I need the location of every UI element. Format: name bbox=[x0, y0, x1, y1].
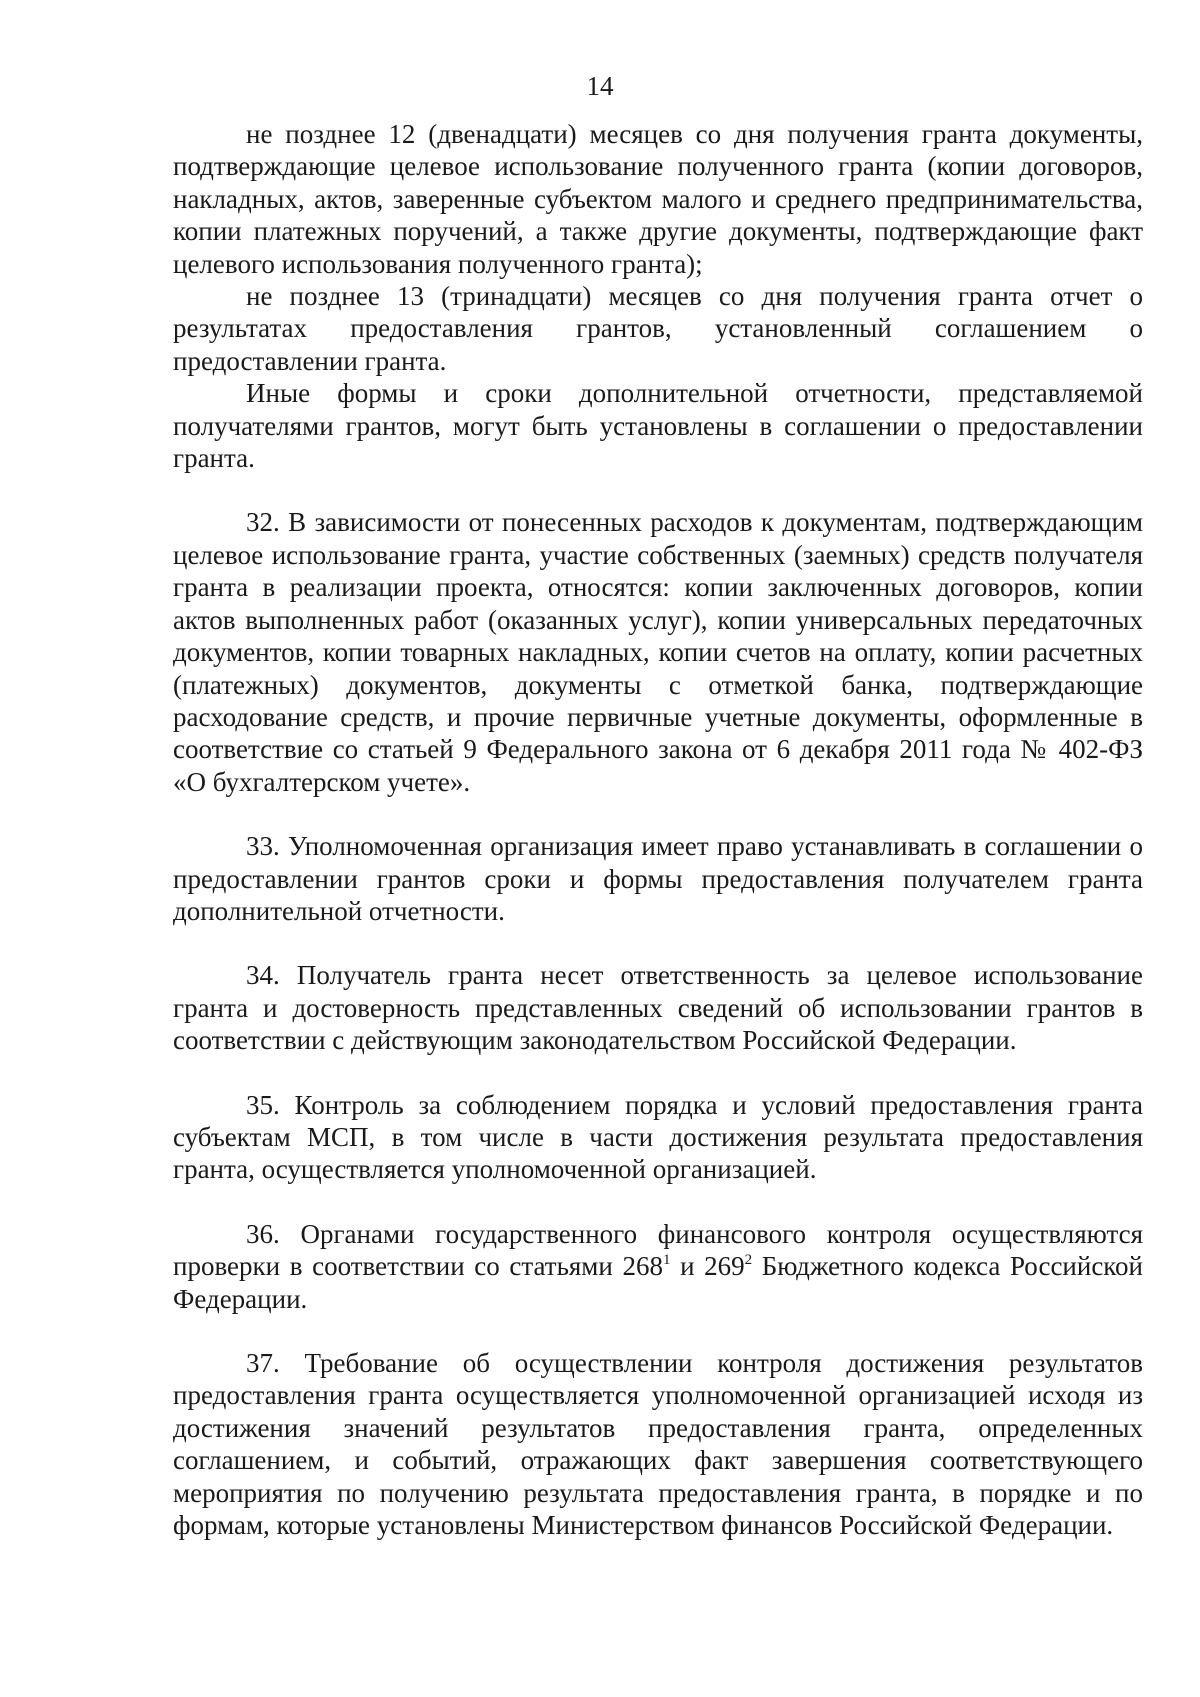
clause-36-superscript-2: 2 bbox=[744, 1252, 753, 1269]
clause-36-part-3: Бюджетного кодекса Российской Федерации. bbox=[173, 1251, 1144, 1314]
paragraph-report-deadline-12: не позднее 12 (двенадцати) месяцев со дня получения гранта документы, подтверждающие целевое использование полученного гранта (копии договоров, накладных, актов, заверенные субъектом малого и среднего предпринимательства, копии платежных поручений, а также другие документы, подтверждающие факт целевого использования полученного гранта); bbox=[173, 119, 1143, 279]
paragraph-report-deadline-13: не позднее 13 (тринадцати) месяцев со дня получения гранта отчет о результатах предоставления грантов, установленный соглашением о предоставлении гранта. bbox=[173, 281, 1143, 376]
clause-35: 35. Контроль за соблюдением порядка и условий предоставления гранта субъектам МСП, в том числе в части достижения результата предоставления гранта, осуществляется уполномоченной организацией. bbox=[173, 1089, 1143, 1185]
clause-32: 32. В зависимости от понесенных расходов к документам, подтверждающим целевое использование гранта, участие собственных (заемных) средств получателя гранта в реализации проекта, относятся: копии заключенных договоров, копии актов выполненных работ (оказанных услуг), копии универсальных передаточных документов, копии товарных накладных, копии счетов на оплату, копии расчетных (платежных) документов, документы с отметкой банка, подтверждающие расходование средств, и прочие первичные учетные документы, оформленные в соответствие со статьей 9 Федерального закона от 6 декабря 2011 года № 402-ФЗ «О бухгалтерском учете». bbox=[173, 507, 1143, 797]
clause-34: 34. Получатель гранта несет ответственность за целевое использование гранта и достоверность представленных сведений об использовании грантов в соответствии с действующим законодательством Российской Федерации. bbox=[173, 960, 1143, 1056]
clause-36-part-2: и 269 bbox=[670, 1251, 745, 1282]
page-number: 14 bbox=[586, 71, 614, 101]
clause-37: 37. Требование об осуществлении контроля достижения результатов предоставления гранта осуществляется уполномоченной организацией исходя из достижения значений результатов предоставления гранта, определенных соглашением, и событий, отражающих факт завершения соответствующего мероприятия по получению результата предоставления гранта, в порядке и по формам, которые установлены Министерством финансов Российской Федерации. bbox=[173, 1348, 1143, 1541]
document-body bbox=[173, 118, 1143, 1541]
clause-33: 33. Уполномоченная организация имеет право устанавливать в соглашении о предоставлении грантов сроки и формы предоставления получателем гранта дополнительной отчетности. bbox=[173, 831, 1143, 926]
paragraph-other-forms: Иные формы и сроки дополнительной отчетности, представляемой получателями грантов, могут быть установлены в соглашении о предоставлении гранта. bbox=[173, 378, 1143, 474]
clause-36-part-1: 36. Органами государственного финансового контроля осуществляются проверки в соответствии со статьями 268 bbox=[173, 1218, 1143, 1282]
clause-36-superscript-1: 1 bbox=[662, 1252, 671, 1269]
clause-36 bbox=[173, 1218, 1143, 1315]
